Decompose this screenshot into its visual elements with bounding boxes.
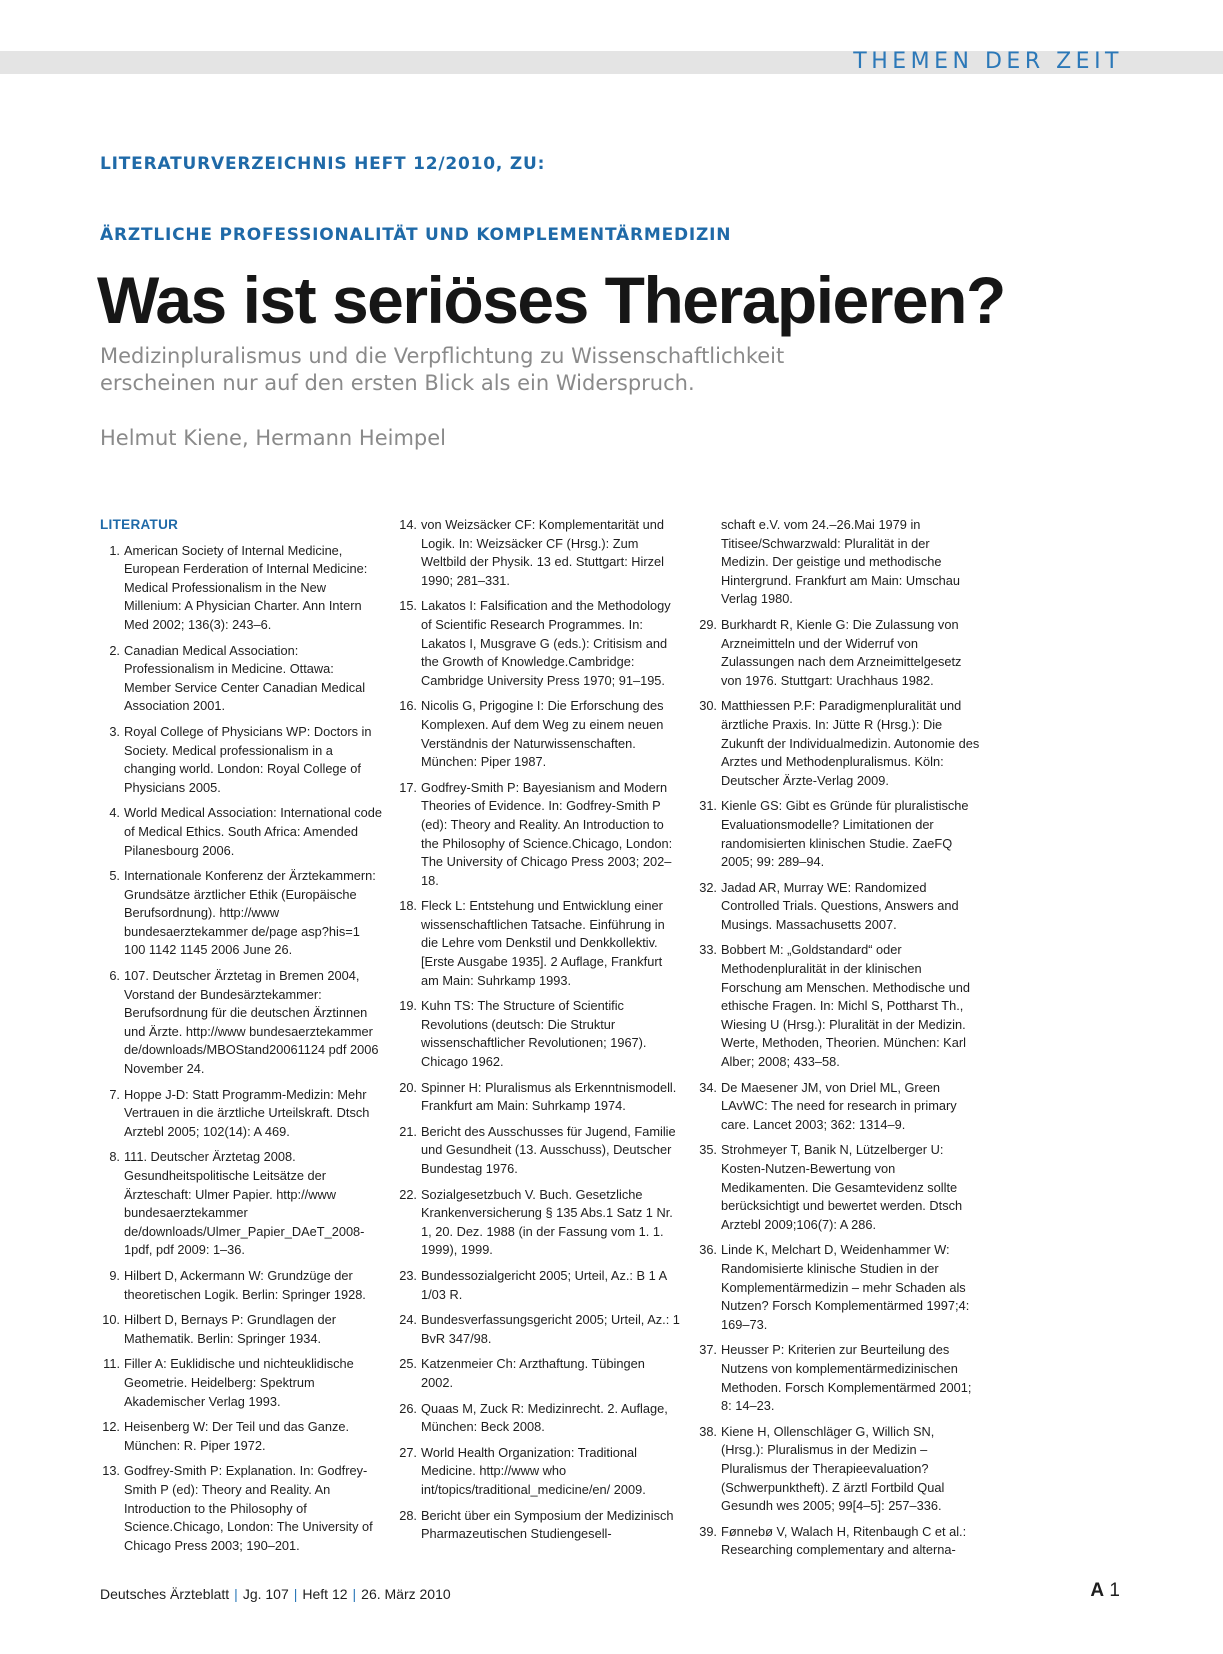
- reference-item: [697, 697, 980, 790]
- reference-text: Jadad AR, Murray WE: Randomized Controlled Trials. Questions, Answers and Musings. Massachusetts 2007.: [721, 879, 959, 932]
- reference-text: De Maesener JM, von Driel ML, Green LAvWC: The need for research in primary care. Lancet 2003; 362: 1314–9.: [721, 1079, 957, 1132]
- reference-number: 22.: [399, 1186, 417, 1202]
- reference-item: [697, 1241, 980, 1334]
- reference-list: [100, 542, 383, 1556]
- reference-number: 38.: [699, 1423, 717, 1439]
- reference-text: Nicolis G, Prigogine I: Die Erforschung des Komplexen. Auf dem Weg zu einem neuen Verständnis der Naturwissenschaften. München: Piper 1987.: [421, 698, 664, 770]
- reference-number: 19.: [399, 998, 417, 1014]
- page-prefix: A: [1090, 1580, 1105, 1601]
- reference-text: Internationale Konferenz der Ärztekammern: Grundsätze ärztlicher Ethik (Europäische Berufsordnung). http://www bundesaerztekammer de/page asp?his=1 100 1142 1145 2006 June 26.: [124, 868, 376, 958]
- reference-number: 34.: [699, 1079, 717, 1095]
- reference-number: 20.: [399, 1079, 417, 1095]
- reference-text: Bobbert M: „Goldstandard“ oder Methodenpluralität in der klinischen Forschung am Menschen. Methodische und ethische Fragen. In: Michl S, Pottharst Th., Wiesing U (Hrsg.): Pluralität in der Medizin. Werte, Methoden, Theorien. München: Karl Alber; 2008; 433–58.: [721, 942, 970, 1070]
- kicker: LITERATURVERZEICHNIS HEFT 12/2010, ZU:: [100, 154, 546, 174]
- reference-number: 25.: [399, 1356, 417, 1372]
- reference-text: Matthiessen P.F: Paradigmenpluralität und ärztliche Praxis. In: Jütte R (Hrsg.): Die Zukunft der Individualmedizin. Autonomie des Arztes und Methodenpluralismus. Köln: Deutscher Ärzte-Verlag 2009.: [721, 698, 980, 788]
- reference-item: [397, 1079, 680, 1116]
- reference-number: 35.: [699, 1142, 717, 1158]
- reference-item: [100, 723, 383, 797]
- reference-number: 32.: [699, 879, 717, 895]
- reference-number: 1.: [109, 542, 120, 558]
- reference-item: [100, 1086, 383, 1142]
- reference-list: [697, 516, 980, 609]
- overline: ÄRZTLICHE PROFESSIONALITÄT UND KOMPLEMENTÄRMEDIZIN: [100, 225, 732, 245]
- reference-text: Strohmeyer T, Banik N, Lützelberger U: Kosten-Nutzen-Bewertung von Medikamenten. Die Gesamtevidenz sollte berücksichtigt und bewertet werden. Dtsch Arztebl 2009;106(7): A 286.: [721, 1142, 963, 1232]
- reference-item: [697, 1141, 980, 1234]
- separator: |: [293, 1586, 298, 1602]
- references-column-3: [697, 516, 980, 1567]
- reference-number: 9.: [109, 1267, 120, 1283]
- reference-item: [697, 879, 980, 935]
- reference-number: 26.: [399, 1400, 417, 1416]
- reference-text: Kiene H, Ollenschläger G, Willich SN, (Hrsg.): Pluralismus in der Medizin – Pluralismus der Therapieevaluation? (Schwerpunktheft). Z ärztl Fortbild Qual Gesundh wes 2005; 99[4–5]: 257–336.: [721, 1423, 945, 1514]
- reference-number: 30.: [699, 698, 717, 714]
- reference-number: 17.: [399, 779, 417, 795]
- reference-number: 3.: [109, 723, 120, 739]
- headline: Was ist seriöses Therapieren?: [97, 263, 1005, 337]
- reference-text: Heisenberg W: Der Teil und das Ganze. München: R. Piper 1972.: [124, 1419, 350, 1453]
- reference-number: 37.: [699, 1342, 717, 1358]
- reference-text: Fønnebø V, Walach H, Ritenbaugh C et al.: Researching complementary and alterna-: [721, 1523, 967, 1558]
- footer: [100, 1586, 451, 1602]
- reference-text: Bericht über ein Symposium der Medizinisch Pharmazeutischen Studiengesell-: [421, 1507, 674, 1542]
- reference-number: 12.: [102, 1419, 120, 1435]
- reference-number: 2.: [109, 642, 120, 658]
- reference-item: [397, 1311, 680, 1348]
- reference-text: Hilbert D, Ackermann W: Grundzüge der theoretischen Logik. Berlin: Springer 1928.: [124, 1267, 366, 1302]
- reference-list: [397, 516, 680, 1544]
- reference-item: [100, 804, 383, 860]
- reference-item: [100, 1462, 383, 1555]
- reference-text: Canadian Medical Association: Professionalism in Medicine. Ottawa: Member Service Center Canadian Medical Association 2001.: [124, 642, 366, 714]
- reference-text: Katzenmeier Ch: Arzthaftung. Tübingen 2002.: [421, 1356, 645, 1390]
- reference-number: 21.: [399, 1123, 417, 1139]
- page-number: [1090, 1580, 1120, 1602]
- reference-text: Kienle GS: Gibt es Gründe für pluralistische Evaluationsmodelle? Limitationen der randomisierten klinischen Studie. ZaeFQ 2005; 99: 289–94.: [721, 798, 969, 870]
- reference-item: [397, 897, 680, 990]
- reference-number: 18.: [399, 898, 417, 914]
- reference-number: 24.: [399, 1312, 417, 1328]
- reference-item: [397, 997, 680, 1071]
- authors: Helmut Kiene, Hermann Heimpel: [100, 426, 447, 450]
- references-column-2: [397, 516, 680, 1551]
- reference-number: 13.: [102, 1463, 120, 1479]
- reference-item: [697, 1341, 980, 1415]
- reference-text: Filler A: Euklidische und nichteuklidische Geometrie. Heidelberg: Spektrum Akademischer Verlag 1993.: [124, 1356, 354, 1409]
- reference-item: [397, 1507, 680, 1544]
- reference-number: 27.: [399, 1444, 417, 1460]
- reference-item: [397, 779, 680, 891]
- volume: Jg. 107: [242, 1586, 289, 1602]
- reference-item: [100, 1355, 383, 1411]
- reference-item: [697, 1079, 980, 1135]
- section-tag: THEMEN DER ZEIT: [853, 49, 1123, 74]
- reference-text: Hoppe J-D: Statt Programm-Medizin: Mehr Vertrauen in die ärztliche Urteilskraft. Dtsch Arztebl 2005; 102(14): A 469.: [124, 1086, 370, 1139]
- reference-item: [397, 1444, 680, 1500]
- reference-number: 28.: [399, 1507, 417, 1523]
- journal-name: Deutsches Ärzteblatt: [100, 1586, 230, 1602]
- reference-item: [100, 542, 383, 635]
- reference-text: Lakatos I: Falsification and the Methodology of Scientific Research Programmes. In: Lakatos I, Musgrave G (eds.): Critisism and the Growth of Knowledge.Cambridge: Cambridge University Press 1970; 91–195.: [421, 598, 671, 688]
- reference-number: 5.: [109, 868, 120, 884]
- reference-item: [100, 1267, 383, 1304]
- reference-text: Godfrey-Smith P: Bayesianism and Modern Theories of Evidence. In: Godfrey-Smith P (ed): Theory and Reality. An Introduction to the Philosophy of Science.Chicago, London: The University of Chicago Press 2003; 202–18.: [421, 779, 673, 888]
- reference-text: Hilbert D, Bernays P: Grundlagen der Mathematik. Berlin: Springer 1934.: [124, 1312, 336, 1346]
- reference-number: 4.: [109, 805, 120, 821]
- reference-text: World Health Organization: Traditional Medicine. http://www who int/topics/traditional_medicine/en/ 2009.: [421, 1444, 646, 1497]
- reference-text: 111. Deutscher Ärztetag 2008. Gesundheitspolitische Leitsätze der Ärzteschaft: Ulmer Papier. http://www bundesaerztekammer de/downloads/Ulmer_Papier_DAeT_2008-1pdf, pdf 2009: 1–36.: [124, 1149, 365, 1258]
- reference-item: [100, 867, 383, 960]
- reference-text: Linde K, Melchart D, Weidenhammer W: Randomisierte klinische Studien in der Komplementärmedizin – mehr Schaden als Nutzen? Forsch Komplementärmed 1997;4: 169–73.: [721, 1242, 970, 1332]
- reference-text: World Medical Association: International code of Medical Ethics. South Africa: Amended Pilanesbourg 2006.: [124, 805, 382, 858]
- separator: |: [352, 1586, 357, 1602]
- separator: |: [234, 1586, 238, 1602]
- reference-item: [397, 597, 680, 690]
- reference-item: [100, 642, 383, 716]
- reference-number: 7.: [109, 1086, 120, 1102]
- reference-item: [397, 516, 680, 590]
- reference-text: Kuhn TS: The Structure of Scientific Revolutions (deutsch: Die Struktur wissenschaftlicher Revolutionen; 1967). Chicago 1962.: [421, 998, 647, 1070]
- reference-item: [397, 1123, 680, 1179]
- reference-text: 107. Deutscher Ärztetag in Bremen 2004, Vorstand der Bundesärztekammer: Berufsordnung für die deutschen Ärztinnen und Ärzte. http://www bundesaerztekammer de/downloads/MBOStand20061124 pdf 2006 November 24.: [124, 968, 379, 1077]
- reference-item: [100, 1148, 383, 1260]
- reference-item: [100, 967, 383, 1079]
- reference-text: Burkhardt R, Kienle G: Die Zulassung von Arzneimitteln und der Widerruf von Zulassungen nach dem Arzneimittelgesetz von 1976. Stuttgart: Urachhaus 1982.: [721, 616, 962, 688]
- literature-heading: LITERATUR: [100, 517, 179, 532]
- reference-number: 14.: [399, 517, 417, 532]
- reference-text: Bundessozialgericht 2005; Urteil, Az.: B 1 A 1/03 R.: [421, 1267, 667, 1302]
- reference-text: Bericht des Ausschusses für Jugend, Familie und Gesundheit (13. Ausschuss), Deutscher Bundestag 1976.: [421, 1123, 676, 1176]
- reference-number: 10.: [102, 1312, 120, 1328]
- reference-number: 31.: [699, 798, 717, 814]
- issue-date: 26. März 2010: [361, 1586, 451, 1602]
- reference-list: [697, 616, 980, 1560]
- reference-item: [697, 1523, 980, 1560]
- subtitle: Medizinpluralismus und die Verpflichtung zu Wissenschaftlichkeit erscheinen nur auf den ersten Blick als ein Widerspruch.: [100, 344, 785, 395]
- reference-number: 16.: [399, 698, 417, 714]
- reference-number: 8.: [109, 1149, 120, 1165]
- reference-number: 15.: [399, 598, 417, 614]
- reference-number: 39.: [699, 1523, 717, 1539]
- reference-text: Fleck L: Entstehung und Entwicklung einer wissenschaftlichen Tatsache. Einführung in die Lehre vom Denkstil und Denkkollektiv. [Erste Ausgabe 1935]. 2 Auflage, Frankfurt am Main: Suhrkamp 1993.: [421, 898, 665, 988]
- reference-number: 11.: [103, 1356, 120, 1372]
- reference-text: Sozialgesetzbuch V. Buch. Gesetzliche Krankenversicherung § 135 Abs.1 Satz 1 Nr. 1, 20. Dez. 1988 (in der Fassung vom 1. 1. 1999), 1999.: [421, 1186, 673, 1258]
- reference-text: Heusser P: Kriterien zur Beurteilung des Nutzens von komplementärmedizinischen Methoden. Forsch Komplementärmed 2001; 8: 14–23.: [721, 1342, 972, 1414]
- reference-item: [697, 616, 980, 690]
- reference-continuation: schaft e.V. vom 24.–26.Mai 1979 in Titisee/Schwarzwald: Pluralität in der Medizin. Der geistige und methodische Hintergrund. Frankfurt am Main: Umschau Verlag 1980.: [721, 517, 960, 607]
- reference-item: [397, 697, 680, 771]
- reference-text: Quaas M, Zuck R: Medizinrecht. 2. Auflage, München: Beck 2008.: [421, 1400, 668, 1435]
- reference-item: [397, 1186, 680, 1260]
- reference-text: Spinner H: Pluralismus als Erkenntnismodell. Frankfurt am Main: Suhrkamp 1974.: [421, 1079, 677, 1114]
- reference-number: 29.: [699, 616, 717, 632]
- reference-number: 6.: [109, 968, 120, 984]
- reference-text: American Society of Internal Medicine, European Ferderation of Internal Medicine: Medical Professionalism in the New Millenium: A Physician Charter. Ann Intern Med 2002; 136(3): 243–6.: [124, 542, 368, 632]
- reference-number: 36.: [699, 1242, 717, 1258]
- reference-item: [697, 797, 980, 871]
- reference-item: [397, 1267, 680, 1304]
- reference-number: 23.: [399, 1267, 417, 1283]
- references-column-1: [100, 516, 383, 1562]
- reference-text: Royal College of Physicians WP: Doctors in Society. Medical professionalism in a changing world. London: Royal College of Physicians 2005.: [124, 723, 372, 795]
- reference-item: [100, 1311, 383, 1348]
- reference-item: [397, 1355, 680, 1392]
- reference-item: [100, 1418, 383, 1455]
- reference-item: [697, 941, 980, 1071]
- reference-item: [697, 1423, 980, 1516]
- reference-number: 33.: [699, 942, 717, 958]
- reference-text: Bundesverfassungsgericht 2005; Urteil, Az.: 1 BvR 347/98.: [421, 1312, 680, 1346]
- reference-text: von Weizsäcker CF: Komplementarität und Logik. In: Weizsäcker CF (Hrsg.): Zum Weltbild der Physik. 13 ed. Stuttgart: Hirzel 1990; 281–331.: [421, 517, 665, 588]
- page-number-value: 1: [1109, 1580, 1120, 1601]
- issue: Heft 12: [302, 1586, 348, 1602]
- reference-item: [397, 1400, 680, 1437]
- reference-text: Godfrey-Smith P: Explanation. In: Godfrey-Smith P (ed): Theory and Reality. An Introduction to the Philosophy of Science.Chicago, London: The University of Chicago Press 2003; 190–201.: [124, 1463, 373, 1553]
